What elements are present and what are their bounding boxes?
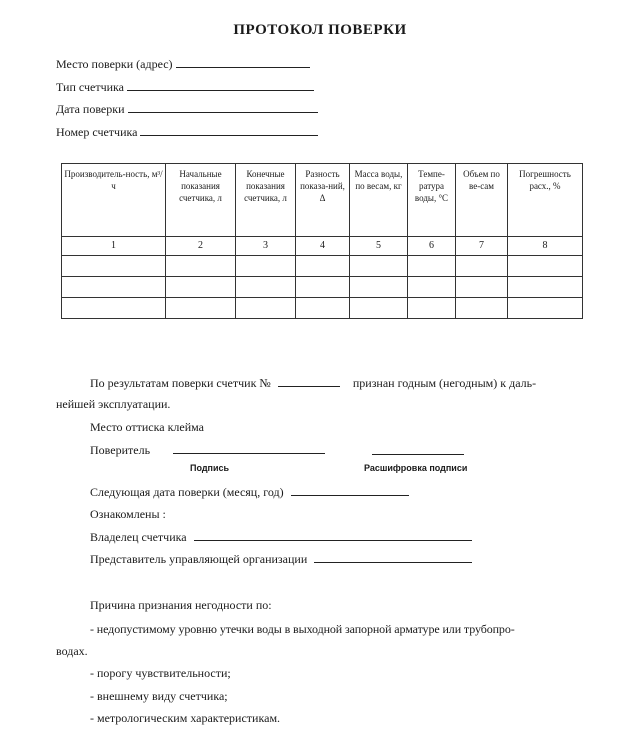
table-cell[interactable]: [408, 277, 456, 298]
reason-item-1-cont: водах.: [56, 644, 88, 658]
verifier-decode-line[interactable]: [372, 443, 464, 455]
table-cell[interactable]: [62, 277, 166, 298]
table-cell[interactable]: [166, 277, 236, 298]
table-header-row: [62, 164, 583, 237]
verification-table: [61, 163, 583, 319]
verifier-label: Поверитель: [90, 443, 151, 457]
document-title: ПРОТОКОЛ ПОВЕРКИ: [233, 22, 407, 38]
table-number-row: [62, 237, 583, 256]
field-meter-type-label: Тип счетчика: [56, 80, 124, 94]
table-cell[interactable]: [456, 277, 508, 298]
reason-item-1: - недопустимому уровню утечки воды в выходной запорной арматуре или трубопро-: [90, 622, 515, 636]
table-row: [62, 298, 583, 319]
field-meter-number-line[interactable]: [140, 124, 318, 136]
table-row: [62, 256, 583, 277]
column-number: 3: [236, 237, 296, 256]
verifier-row: [90, 442, 325, 458]
table-cell[interactable]: [236, 298, 296, 319]
table-cell[interactable]: [236, 277, 296, 298]
field-date-line[interactable]: [128, 101, 318, 113]
table-header-cell: Производитель-ность, м³/ч: [62, 164, 166, 237]
table-cell[interactable]: [166, 256, 236, 277]
decode-caption: Расшифровка подписи: [364, 463, 468, 473]
field-place-line[interactable]: [176, 56, 310, 68]
table-row: [62, 277, 583, 298]
table-cell[interactable]: [408, 256, 456, 277]
column-number: 6: [408, 237, 456, 256]
table-cell[interactable]: [456, 256, 508, 277]
table-cell[interactable]: [508, 298, 583, 319]
owner-line[interactable]: [194, 529, 472, 541]
table-cell[interactable]: [296, 256, 350, 277]
table-cell[interactable]: [456, 298, 508, 319]
field-place: [56, 56, 310, 72]
result-text-start: По результатам поверки счетчик №: [90, 376, 271, 390]
table-header-cell: Начальные показания счетчика, л: [166, 164, 236, 237]
table-cell[interactable]: [350, 277, 408, 298]
field-meter-type-line[interactable]: [127, 79, 314, 91]
table-cell[interactable]: [296, 298, 350, 319]
table-cell[interactable]: [508, 256, 583, 277]
table-cell[interactable]: [508, 277, 583, 298]
table-header-cell: Разность показа-ний, Δ: [296, 164, 350, 237]
reason-item-4: - метрологическим характеристикам.: [90, 711, 281, 725]
result-line-2: нейшей эксплуатации.: [56, 397, 171, 411]
table-header-cell: Объем по ве-сам: [456, 164, 508, 237]
next-date-label: Следующая дата поверки (месяц, год): [90, 485, 284, 499]
column-number: 7: [456, 237, 508, 256]
field-meter-number: [56, 124, 318, 140]
representative-line[interactable]: [314, 551, 472, 563]
reason-item-2: - порогу чувствительности;: [90, 666, 231, 680]
field-meter-type: [56, 79, 314, 95]
field-date: [56, 101, 318, 117]
table-cell[interactable]: [350, 298, 408, 319]
reason-item-3: - внешнему виду счетчика;: [90, 689, 228, 703]
meter-number-blank[interactable]: [278, 375, 340, 387]
table-cell[interactable]: [350, 256, 408, 277]
representative-label: Представитель управляющей организации: [90, 552, 308, 566]
field-meter-number-label: Номер счетчика: [56, 125, 138, 139]
table-header-cell: Конечные показания счетчика, л: [236, 164, 296, 237]
result-text-end: признан годным (негодным) к даль-: [352, 376, 537, 390]
table-header-cell: Темпе-ратура воды, °С: [408, 164, 456, 237]
familiarized-label: Ознакомлены :: [90, 507, 166, 521]
column-number: 2: [166, 237, 236, 256]
reasons-heading: Причина признания негодности по:: [90, 598, 272, 612]
column-number: 4: [296, 237, 350, 256]
table-header-cell: Масса воды, по весам, кг: [350, 164, 408, 237]
result-line-1: [90, 375, 536, 391]
next-date-line[interactable]: [291, 484, 409, 496]
next-date-row: [90, 484, 409, 500]
column-number: 1: [62, 237, 166, 256]
verifier-signature-line[interactable]: [173, 442, 325, 454]
column-number: 5: [350, 237, 408, 256]
signature-caption: Подпись: [190, 463, 230, 473]
table-cell[interactable]: [62, 256, 166, 277]
owner-label: Владелец счетчика: [90, 530, 187, 544]
column-number: 8: [508, 237, 583, 256]
table-header-cell: Погрешность расх., %: [508, 164, 583, 237]
field-place-label: Место поверки (адрес): [56, 57, 173, 71]
table-cell[interactable]: [236, 256, 296, 277]
table-cell[interactable]: [408, 298, 456, 319]
representative-row: [90, 551, 472, 567]
field-date-label: Дата поверки: [56, 102, 125, 116]
table-cell[interactable]: [62, 298, 166, 319]
stamp-place-label: Место оттиска клейма: [90, 420, 205, 434]
table-cell[interactable]: [166, 298, 236, 319]
table-cell[interactable]: [296, 277, 350, 298]
owner-row: [90, 529, 472, 545]
